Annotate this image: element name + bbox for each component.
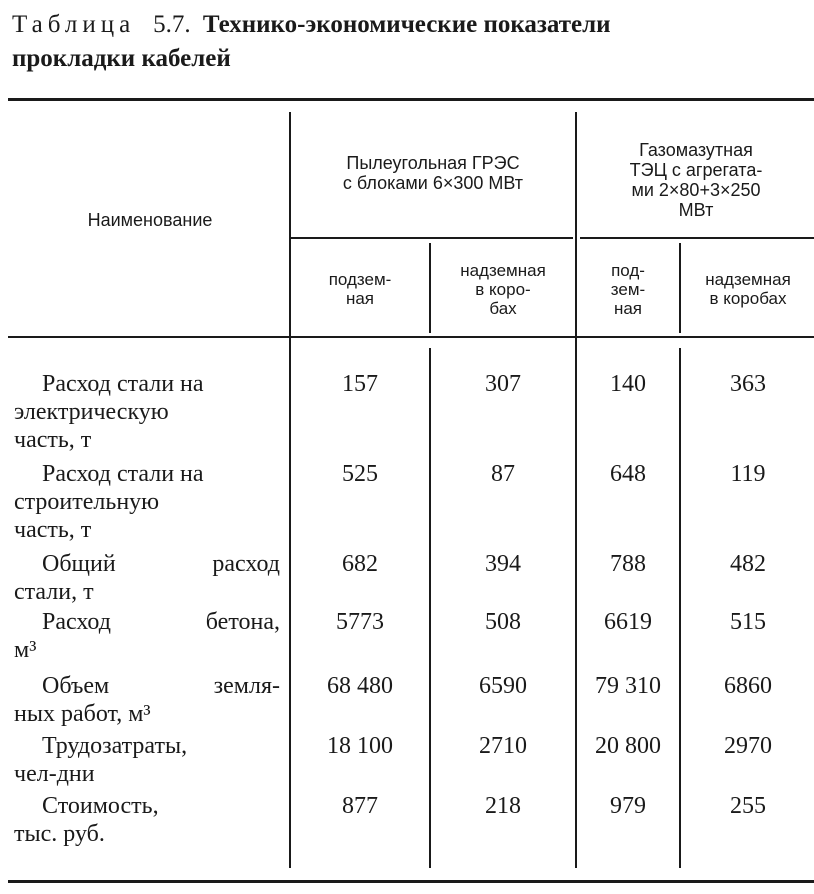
table-cell-value: 788: [610, 551, 646, 577]
table-cell-value: 79 310: [595, 673, 661, 699]
table-cell-value: 18 100: [327, 733, 393, 759]
header-underground-tec-line3: ная: [613, 298, 643, 318]
row-name-line: Расход стали на: [42, 371, 204, 397]
header-group-tec-line4: МВт: [678, 200, 714, 220]
header-group-gres: [292, 112, 574, 234]
header-group-tec-line2: ТЭЦ с агрегата-: [629, 160, 763, 180]
row-name-line: ных работ, м³: [14, 701, 151, 727]
header-underground-gres-line1: подзем-: [328, 270, 392, 289]
table-cell-value: 6590: [479, 673, 527, 699]
col-divider-4: [679, 243, 681, 333]
group2-divider: [580, 237, 814, 239]
table-caption: [12, 8, 812, 76]
row-name-line: стали, т: [14, 579, 94, 605]
col-divider-3: [575, 112, 577, 868]
table-cell-value: 648: [610, 461, 646, 487]
row-name-line: тыс. руб.: [14, 821, 105, 847]
header-group-gres-line1: Пылеугольная ГРЭС: [346, 153, 520, 173]
table-row-name: [14, 550, 280, 606]
table-cell-value: 140: [610, 371, 646, 397]
col-divider-1: [289, 112, 291, 868]
header-aboveground-gres-line2: в коро-: [475, 279, 531, 299]
table-cell-value: 255: [730, 793, 766, 819]
table-cell-value: 68 480: [327, 673, 393, 699]
col-divider-4-body: [679, 348, 681, 868]
caption-title-line2: прокладки кабелей: [12, 45, 231, 72]
row-name-line: электрическую: [14, 399, 169, 425]
table-cell-value: 482: [730, 551, 766, 577]
row-name-line: чел-дни: [14, 761, 95, 787]
table-bottom-rule: [8, 880, 814, 883]
col-divider-2-body: [429, 348, 431, 868]
header-underground-gres: [292, 244, 428, 334]
table-row-name: [14, 792, 280, 848]
table-cell-value: 515: [730, 609, 766, 635]
row-name-line: м³: [14, 637, 37, 663]
header-group-tec: [578, 124, 814, 236]
table-cell-value: 6619: [604, 609, 652, 635]
row-name-line: часть, т: [14, 517, 92, 543]
table-cell-value: 2710: [479, 733, 527, 759]
row-name-line: Расход стали на: [42, 461, 204, 487]
row-name-line: часть, т: [14, 427, 92, 453]
header-underground-tec-line2: зем-: [610, 279, 646, 299]
header-underground-tec: [578, 244, 678, 334]
table-cell-value: 20 800: [595, 733, 661, 759]
table-row-name: [14, 732, 280, 788]
table-cell-value: 394: [485, 551, 521, 577]
caption-number: 5.7.: [153, 11, 191, 38]
header-aboveground-tec-line2: в коробах: [709, 289, 787, 308]
table-row-name: [14, 460, 280, 544]
header-aboveground-tec-line1: надземная: [705, 270, 791, 289]
caption-label: Таблица: [12, 11, 136, 38]
caption-title-line1: Технико-экономические показатели: [202, 11, 611, 38]
row-name-line: Стоимость,: [42, 793, 159, 819]
table-cell-value: 307: [485, 371, 521, 397]
header-underground-gres-line2: ная: [345, 289, 375, 308]
row-name-line: Трудозатраты,: [42, 733, 188, 759]
header-bottom-rule: [8, 336, 814, 338]
header-aboveground-gres-line3: бах: [489, 298, 517, 318]
header-name-label: Наименование: [87, 210, 213, 230]
row-name-line: строительную: [14, 489, 160, 515]
table-cell-value: 979: [610, 793, 646, 819]
table-cell-value: 682: [342, 551, 378, 577]
table-top-rule: [8, 98, 814, 101]
table-cell-value: 6860: [724, 673, 772, 699]
table-row-name: [14, 672, 280, 728]
group1-divider: [291, 237, 573, 239]
header-aboveground-tec: [682, 244, 814, 334]
row-name-line: Общий расход: [42, 551, 280, 577]
table-row-name: [14, 608, 280, 664]
table-cell-value: 218: [485, 793, 521, 819]
header-aboveground-gres: [432, 244, 574, 334]
table-cell-value: 2970: [724, 733, 772, 759]
table-cell-value: 525: [342, 461, 378, 487]
header-group-tec-line1: Газомазутная: [639, 140, 753, 160]
header-underground-tec-line1: под-: [611, 260, 645, 280]
table-cell-value: 877: [342, 793, 378, 819]
header-aboveground-gres-line1: надземная: [460, 260, 546, 280]
table-cell-value: 5773: [336, 609, 384, 635]
col-divider-2: [429, 243, 431, 333]
table-cell-value: 508: [485, 609, 521, 635]
table-cell-value: 363: [730, 371, 766, 397]
table-row-name: [14, 370, 280, 454]
header-group-tec-line3: ми 2×80+3×250: [631, 180, 761, 200]
table-cell-value: 87: [491, 461, 515, 487]
row-name-line: Объем земля-: [42, 673, 280, 699]
table-cell-value: 119: [730, 461, 766, 487]
header-group-gres-line2: с блоками 6×300 МВт: [342, 173, 524, 193]
header-name-column: [14, 140, 286, 300]
row-name-line: Расход бетона,: [42, 609, 280, 635]
table-cell-value: 157: [342, 371, 378, 397]
